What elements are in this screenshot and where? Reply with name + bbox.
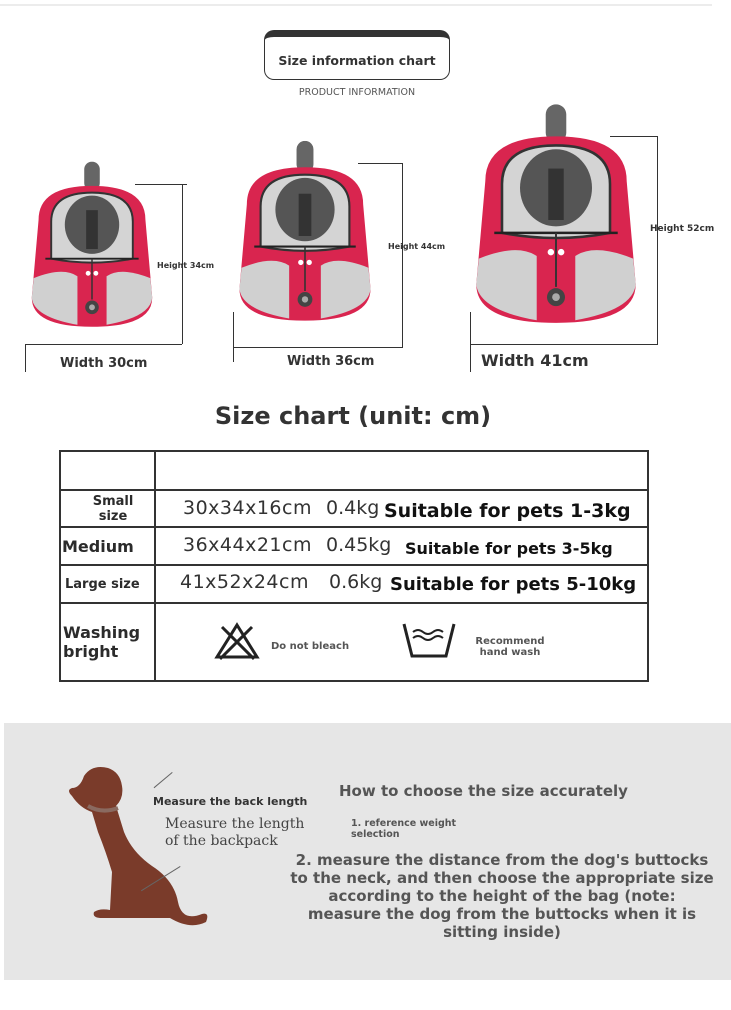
row-label-medium: Medium: [62, 537, 134, 556]
dim-line: [25, 344, 182, 345]
bag-small-height: Height 34cm: [157, 261, 215, 270]
header-title: Size information chart: [278, 53, 436, 68]
dim-line: [470, 312, 471, 372]
table-row-dims: 36x44x21cm: [183, 534, 312, 556]
size-chart-title: Size chart (unit: cm): [214, 402, 492, 430]
row-label-small: Small size: [92, 494, 134, 524]
row-divider: [59, 489, 649, 491]
row-divider: [59, 526, 649, 528]
bag-large-width: Width 41cm: [481, 351, 589, 370]
dim-line: [233, 312, 234, 362]
dim-line: [233, 347, 403, 348]
top-divider: [0, 4, 712, 6]
no-bleach-label: Do not bleach: [271, 641, 350, 652]
bag-large-height: Height 52cm: [650, 224, 715, 234]
dim-line: [135, 184, 187, 185]
guide-step1: 1. reference weight selection: [351, 818, 457, 840]
header-subtitle: PRODUCT INFORMATION: [298, 87, 416, 98]
dim-line: [402, 163, 403, 347]
table-row-dims: 30x34x16cm: [183, 497, 312, 519]
size-table: [59, 450, 649, 682]
table-row-weight: 0.6kg: [329, 571, 383, 593]
bag-small-width: Width 30cm: [60, 356, 148, 371]
row-divider: [59, 602, 649, 604]
dim-line: [610, 136, 658, 137]
hand-wash-icon: [401, 620, 457, 660]
guide-title: How to choose the size accurately: [339, 782, 628, 800]
table-row-weight: 0.45kg: [326, 534, 392, 556]
dim-line: [358, 163, 403, 164]
table-row-suitable: Suitable for pets 3-5kg: [405, 539, 613, 558]
row-label-large: Large size: [65, 577, 140, 592]
no-bleach-icon: [214, 621, 260, 661]
bag-medium-height: Height 44cm: [388, 242, 446, 251]
row-divider: [59, 564, 649, 566]
bag-small-icon: [24, 154, 160, 344]
bag-large-icon: [466, 95, 646, 345]
bag-medium-icon: [231, 125, 379, 347]
table-row-suitable: Suitable for pets 5-10kg: [390, 574, 637, 595]
measure-note: Measure the length of the backpack: [165, 816, 305, 849]
dim-line: [25, 344, 26, 372]
bag-medium-width: Width 36cm: [287, 354, 375, 369]
hand-wash-label: Recommend hand wash: [475, 636, 545, 658]
row-label-washing: Washing bright: [63, 623, 141, 661]
guide-step2: 2. measure the distance from the dog's buttocks to the neck, and then choose the appropriate size according to the height of the bag (note: measure the dog from the buttocks when it is sitting inside): [290, 851, 714, 941]
measure-label: Measure the back length: [153, 795, 308, 808]
table-row-dims: 41x52x24cm: [180, 571, 309, 593]
table-row-weight: 0.4kg: [326, 497, 380, 519]
dim-line: [657, 136, 658, 344]
dim-line: [470, 344, 658, 345]
table-row-suitable: Suitable for pets 1-3kg: [384, 500, 631, 522]
column-divider: [154, 450, 156, 682]
